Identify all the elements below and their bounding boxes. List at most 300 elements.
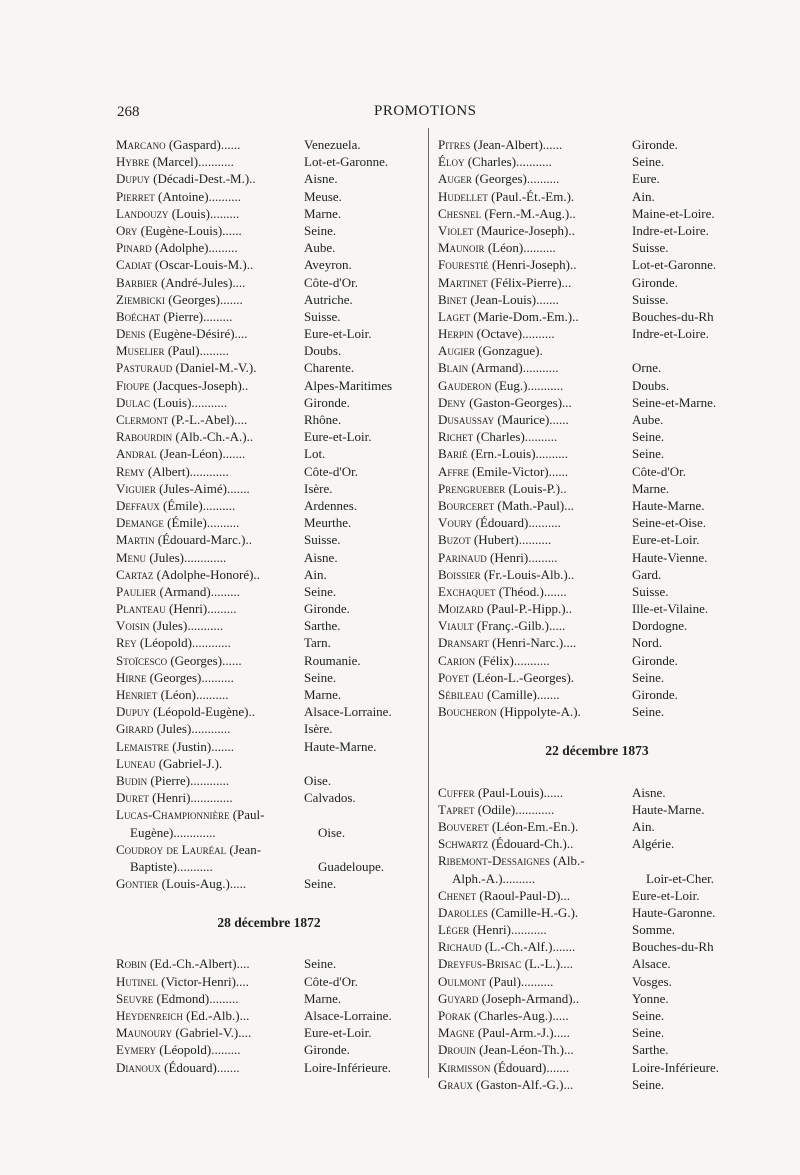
given-names: (Léopold) [136,635,192,651]
given-names: (Georges) [471,171,527,187]
given-names: (Paul-Arm.-J.) [474,1025,554,1041]
list-entry [438,1076,756,1093]
entry-place: Ain. [632,188,655,204]
given-names: (Louis) [149,394,192,410]
list-entry [116,480,422,497]
given-names: (Paul) [485,973,521,989]
list-entry [438,566,756,583]
entry-name [438,835,632,852]
entry-place: Suisse. [632,583,669,599]
entry-name [116,841,304,858]
surname: Affre [438,463,469,479]
surname: Porak [438,1008,471,1023]
entry-name [438,153,632,170]
given-names: (Jean- [226,841,262,857]
list-entry [438,870,756,887]
list-entry [438,514,756,531]
entry-name [116,755,304,772]
entry-name [116,720,304,737]
entry-name [438,1059,632,1076]
surname: Dupuy [116,704,150,720]
dot-leader: ........... [187,618,224,634]
entry-name [116,703,304,720]
list-entry [116,875,422,892]
list-entry [116,686,422,703]
entry-place: Haute-Garonne. [632,904,716,920]
entry-name [438,801,632,818]
given-names: (Eugène-Désiré) [145,326,235,342]
running-head: PROMOTIONS [374,103,477,119]
given-names: (Gabriel-V.) [172,1025,239,1041]
entry-place: Ain. [304,566,327,582]
given-names: (Georges) [164,291,220,307]
entry-place: Aisne. [304,171,338,187]
entry-name [438,291,632,308]
given-names: (Jean-Léon) [156,446,223,462]
surname: Hirne [116,669,147,685]
dot-leader: ..... [553,1025,570,1041]
entry-name [116,686,304,703]
dot-leader: .. [253,566,260,582]
entry-name [438,239,632,256]
list-entry [438,531,756,548]
entry-name [438,411,632,428]
entry-place: Bouches-du-Rh [632,939,714,955]
section-title-1873: 22 décembre 1873 [545,743,649,759]
entry-name [116,308,304,325]
entry-place: Ardennes. [304,497,358,513]
dot-leader: ............ [189,463,229,479]
surname: Maunoir [438,240,485,256]
list-entry [438,325,756,342]
given-names: (Paul- [229,807,265,823]
list-entry [116,514,422,531]
entry-place: Seine. [632,1076,665,1092]
entry-place: Suisse. [632,240,669,256]
entry-name [116,239,304,256]
given-names: (Pierre) [147,772,191,788]
dot-leader: ....... [227,480,250,496]
entry-place: Aube. [632,412,664,427]
list-entry [438,921,756,938]
given-names: (Jules) [149,618,188,634]
surname: Andral [116,446,157,462]
list-entry [116,1007,422,1024]
entry-place: Doubs. [632,377,670,393]
entry-name [438,938,632,955]
dot-leader: .......... [208,188,242,204]
given-names: (Henri) [486,549,529,565]
given-names: (Daniel-M.-V.) [172,360,254,376]
dot-leader: .... [235,973,249,989]
entry-place: Seine. [632,1008,665,1023]
given-names: (Antoine) [154,188,209,204]
dot-leader: .......... [523,240,556,256]
entry-name [438,531,632,548]
dot-leader: ......... [209,205,240,221]
dot-leader: ........... [191,394,228,410]
entry-name [116,1024,304,1041]
surname: Auger [438,171,472,187]
surname: Chesnel [438,205,482,221]
entry-place: Gard. [632,566,662,582]
given-names: (Octave) [473,326,523,342]
surname: Marcano [116,137,166,152]
given-names: (Georges) [146,669,202,685]
dot-leader: .. [572,308,579,324]
surname: Planteau [116,601,166,617]
list-entry [438,342,756,359]
entry-place: Alsace-Lorraine. [304,1008,392,1023]
list-entry [438,835,756,852]
given-names: (Gaspard) [165,137,221,152]
dot-leader: ......... [207,601,237,617]
entry-name [438,549,632,566]
surname: Cuffer [438,784,475,800]
entry-place: Seine. [632,704,665,720]
entry-place: Autriche. [304,291,353,307]
surname: Clermont [116,412,169,427]
entry-name [438,428,632,445]
entry-place: Eure-et-Loir. [304,1025,372,1041]
dot-leader: ........... [510,922,547,938]
entry-name [438,600,632,617]
list-entry [438,170,756,187]
surname: Oulmont [438,973,486,989]
list-entry [438,291,756,308]
entry-place: Maine-et-Loire. [632,205,715,221]
dot-leader: ....... [536,687,560,702]
entry-name [116,205,304,222]
list-entry [116,325,422,342]
entry-name [116,325,304,342]
entry-place: Aube. [304,240,336,256]
surname: Herpin [438,326,474,342]
entry-name [438,703,632,720]
surname: Deffaux [116,497,160,513]
dot-leader: ....... [546,1059,570,1075]
given-names: (Édouard) [160,1059,217,1075]
entry-place: Eure-et-Loir. [304,326,372,342]
entry-place: Seine. [304,222,337,238]
entry-place: Marne. [304,687,342,702]
dot-leader: .. [560,480,567,496]
dot-leader: ... [563,1042,574,1058]
dot-leader: .. [248,704,255,720]
entry-name [116,188,304,205]
given-names: (Édouard-Marc.) [154,532,246,548]
surname: Léger [438,922,470,938]
dot-leader: .... [234,412,248,427]
given-names: (Pierre) [160,308,204,324]
entry-name [116,549,304,566]
dot-leader: ...... [542,137,563,152]
dot-leader: .. [566,836,574,852]
dot-leader: ....... [543,583,567,599]
surname: Muselier [116,343,165,359]
entry-place: Nord. [632,635,662,651]
surname: Voisin [116,618,150,634]
entry-name [116,377,304,394]
entry-place: Marne. [632,480,670,496]
list-entry [116,153,422,170]
dot-leader: ......... [203,308,233,324]
entry-place: Calvados. [304,790,356,806]
list-entry [438,463,756,480]
dot-leader: .. [241,377,249,393]
entry-name [116,291,304,308]
entry-name [116,274,304,291]
list-entry [438,955,756,972]
entry-place: Marne. [304,990,342,1006]
surname: Poyet [438,669,470,685]
dot-leader: ........... [198,154,234,170]
given-names: (Félix) [475,652,514,668]
left-list [116,136,422,892]
surname: Darolles [438,904,488,920]
list-entry [438,153,756,170]
given-names: (Léon-Em.-En.) [488,818,575,834]
entry-name [438,921,632,938]
surname: Dupuy [116,171,150,187]
list-entry [116,634,422,651]
given-names: (Jules) [146,549,184,565]
list-entry [116,955,422,972]
list-entry [116,222,422,239]
entry-place: Meurthe. [304,515,352,531]
dot-leader: ....... [536,291,559,307]
dot-leader: ....... [222,446,246,462]
list-entry [116,428,422,445]
entry-name [438,188,632,205]
dot-leader: ......... [199,343,229,359]
entry-place: Côte-d'Or. [304,274,358,290]
given-names: (Jules-Aimé) [155,480,228,496]
list-entry [438,990,756,1007]
dot-leader: .......... [535,446,569,462]
dot-leader: .......... [518,532,552,548]
entry-name [116,772,304,789]
list-entry [116,274,422,291]
surname: Martinet [438,274,488,290]
entry-name [438,342,632,359]
entry-name [116,617,304,634]
list-entry [438,239,756,256]
list-entry [438,600,756,617]
entry-name [116,789,304,806]
list-entry [116,583,422,600]
dot-leader: .. [567,566,575,582]
surname: Richet [438,429,474,445]
entry-name [438,583,632,600]
list-entry [438,274,756,291]
entry-name [116,136,304,153]
list-entry [438,411,756,428]
list-entry [438,904,756,921]
list-entry [116,291,422,308]
given-names: (Adolphe-Honoré) [153,566,254,582]
surname: Viguier [116,480,156,496]
surname: Chenet [438,887,477,903]
list-entry [116,973,422,990]
entry-place: Venezuela. [304,137,361,152]
given-names: (Henri) [165,601,208,617]
list-entry [116,1024,422,1041]
surname: Sébileau [438,687,484,702]
given-names: (Gaston-Georges) [465,394,563,410]
given-names: (Odile) [474,801,516,817]
entry-name [438,514,632,531]
entry-place: Oise. [318,824,346,840]
entry-place: Haute-Vienne. [632,549,708,565]
entry-name [438,955,632,972]
entry-place: Roumanie. [304,652,361,668]
list-entry [116,170,422,187]
surname: Richaud [438,939,482,955]
surname: Budin [116,772,148,788]
right-list [438,136,756,720]
surname: Boissier [438,566,481,582]
surname: Graux [438,1076,473,1092]
entry-name [116,170,304,187]
given-names: (Charles) [473,429,525,445]
entry-name [116,1059,304,1076]
entry-place: Alsace. [632,956,671,972]
list-entry [116,188,422,205]
given-names: (Louis-P.) [505,480,561,496]
given-names: (Franç.-Gilb.) [473,618,550,634]
given-names: (Hippolyte-A.) [496,704,578,720]
given-names: (Félix-Pierre) [487,274,562,290]
entry-place: Charente. [304,360,355,376]
surname: Fourestié [438,257,489,273]
list-entry [438,938,756,955]
given-names: (Jacques-Joseph) [149,377,242,393]
dot-leader: ......... [210,583,240,599]
list-entry [438,445,756,462]
list-entry [438,222,756,239]
list-entry [116,394,422,411]
list-entry [116,1059,422,1076]
surname: Violet [438,222,474,238]
dot-leader: .... [232,274,246,290]
entry-place: Ille-et-Vilaine. [632,601,709,617]
dot-leader: ... [561,274,572,290]
dot-leader: . [218,755,223,771]
entry-name [438,686,632,703]
dot-leader: ..... [552,1008,569,1023]
entry-place: Suisse. [632,291,669,307]
entry-name [438,904,632,921]
entry-name [438,308,632,325]
entry-name [438,1041,632,1058]
right-column [438,136,756,1093]
entry-name [438,445,632,462]
list-entry [438,497,756,514]
dot-leader: .......... [520,973,554,989]
given-names: (Ed.-Ch.-Albert) [146,956,237,972]
dot-leader: ...... [548,463,569,479]
list-entry [116,359,422,376]
given-names: (Jules) [153,721,192,737]
entry-name [116,669,304,686]
entry-name [438,256,632,273]
given-names: (Ed.-Alb.) [182,1008,240,1023]
entry-place: Haute-Marne. [632,801,705,817]
page-number: 268 [117,104,140,120]
given-names: (Albert) [144,463,190,479]
entry-place: Seine. [632,446,665,462]
entry-place: Tarn. [304,635,331,651]
entry-place: Vosges. [632,973,672,989]
list-entry [438,428,756,445]
dot-leader: ... [239,1008,250,1023]
given-names: (P.-L.-Abel) [168,412,235,427]
entry-place: Eure-et-Loir. [304,429,372,445]
left-column [116,136,422,1076]
given-names: (Théod.) [495,583,544,599]
entry-name [438,377,632,394]
entry-place: Suisse. [304,532,341,548]
entry-name [438,818,632,835]
list-entry [116,755,422,772]
dot-leader: ............. [183,549,227,565]
surname: Gauderon [438,377,492,393]
surname: Hutinel [116,973,158,989]
entry-place: Dordogne. [632,618,688,634]
list-entry [438,480,756,497]
list-entry [438,669,756,686]
dot-leader: ............ [190,772,230,788]
surname: Barié [438,446,468,462]
list-entry [438,394,756,411]
entry-name [116,445,304,462]
surname: Tapret [438,801,475,817]
given-names: (Émile) [163,515,207,531]
entry-place: Guadeloupe. [318,858,385,874]
dot-leader: ....... [552,939,576,955]
dot-leader: .... [560,956,574,972]
surname: Rabourdin [116,429,173,445]
dot-leader: . [574,904,579,920]
given-names: (Victor-Henri) [157,973,236,989]
given-names: (Édouard-Ch.) [488,836,567,852]
dot-leader: ......... [528,549,558,565]
given-names: (Édouard) [472,515,529,531]
list-entry [438,359,756,376]
surname: Kirmisson [438,1059,491,1075]
entry-name [438,325,632,342]
surname: Laget [438,308,470,324]
dot-leader: .... [236,956,250,972]
entry-name [116,480,304,497]
entry-name [116,955,304,972]
dot-leader: ...... [549,412,569,427]
list-entry [438,1024,756,1041]
dot-leader: .... [563,635,577,651]
given-names: (Maurice) [494,412,550,427]
dot-leader: ......... [211,1042,241,1058]
entry-name [438,1076,632,1093]
entry-name [116,973,304,990]
list-entry [438,652,756,669]
dot-leader: ...... [222,222,242,238]
entry-name [438,394,632,411]
entry-place: Indre-et-Loire. [632,222,709,238]
entry-name [438,566,632,583]
dot-leader: ........... [513,652,550,668]
list-entry [438,377,756,394]
